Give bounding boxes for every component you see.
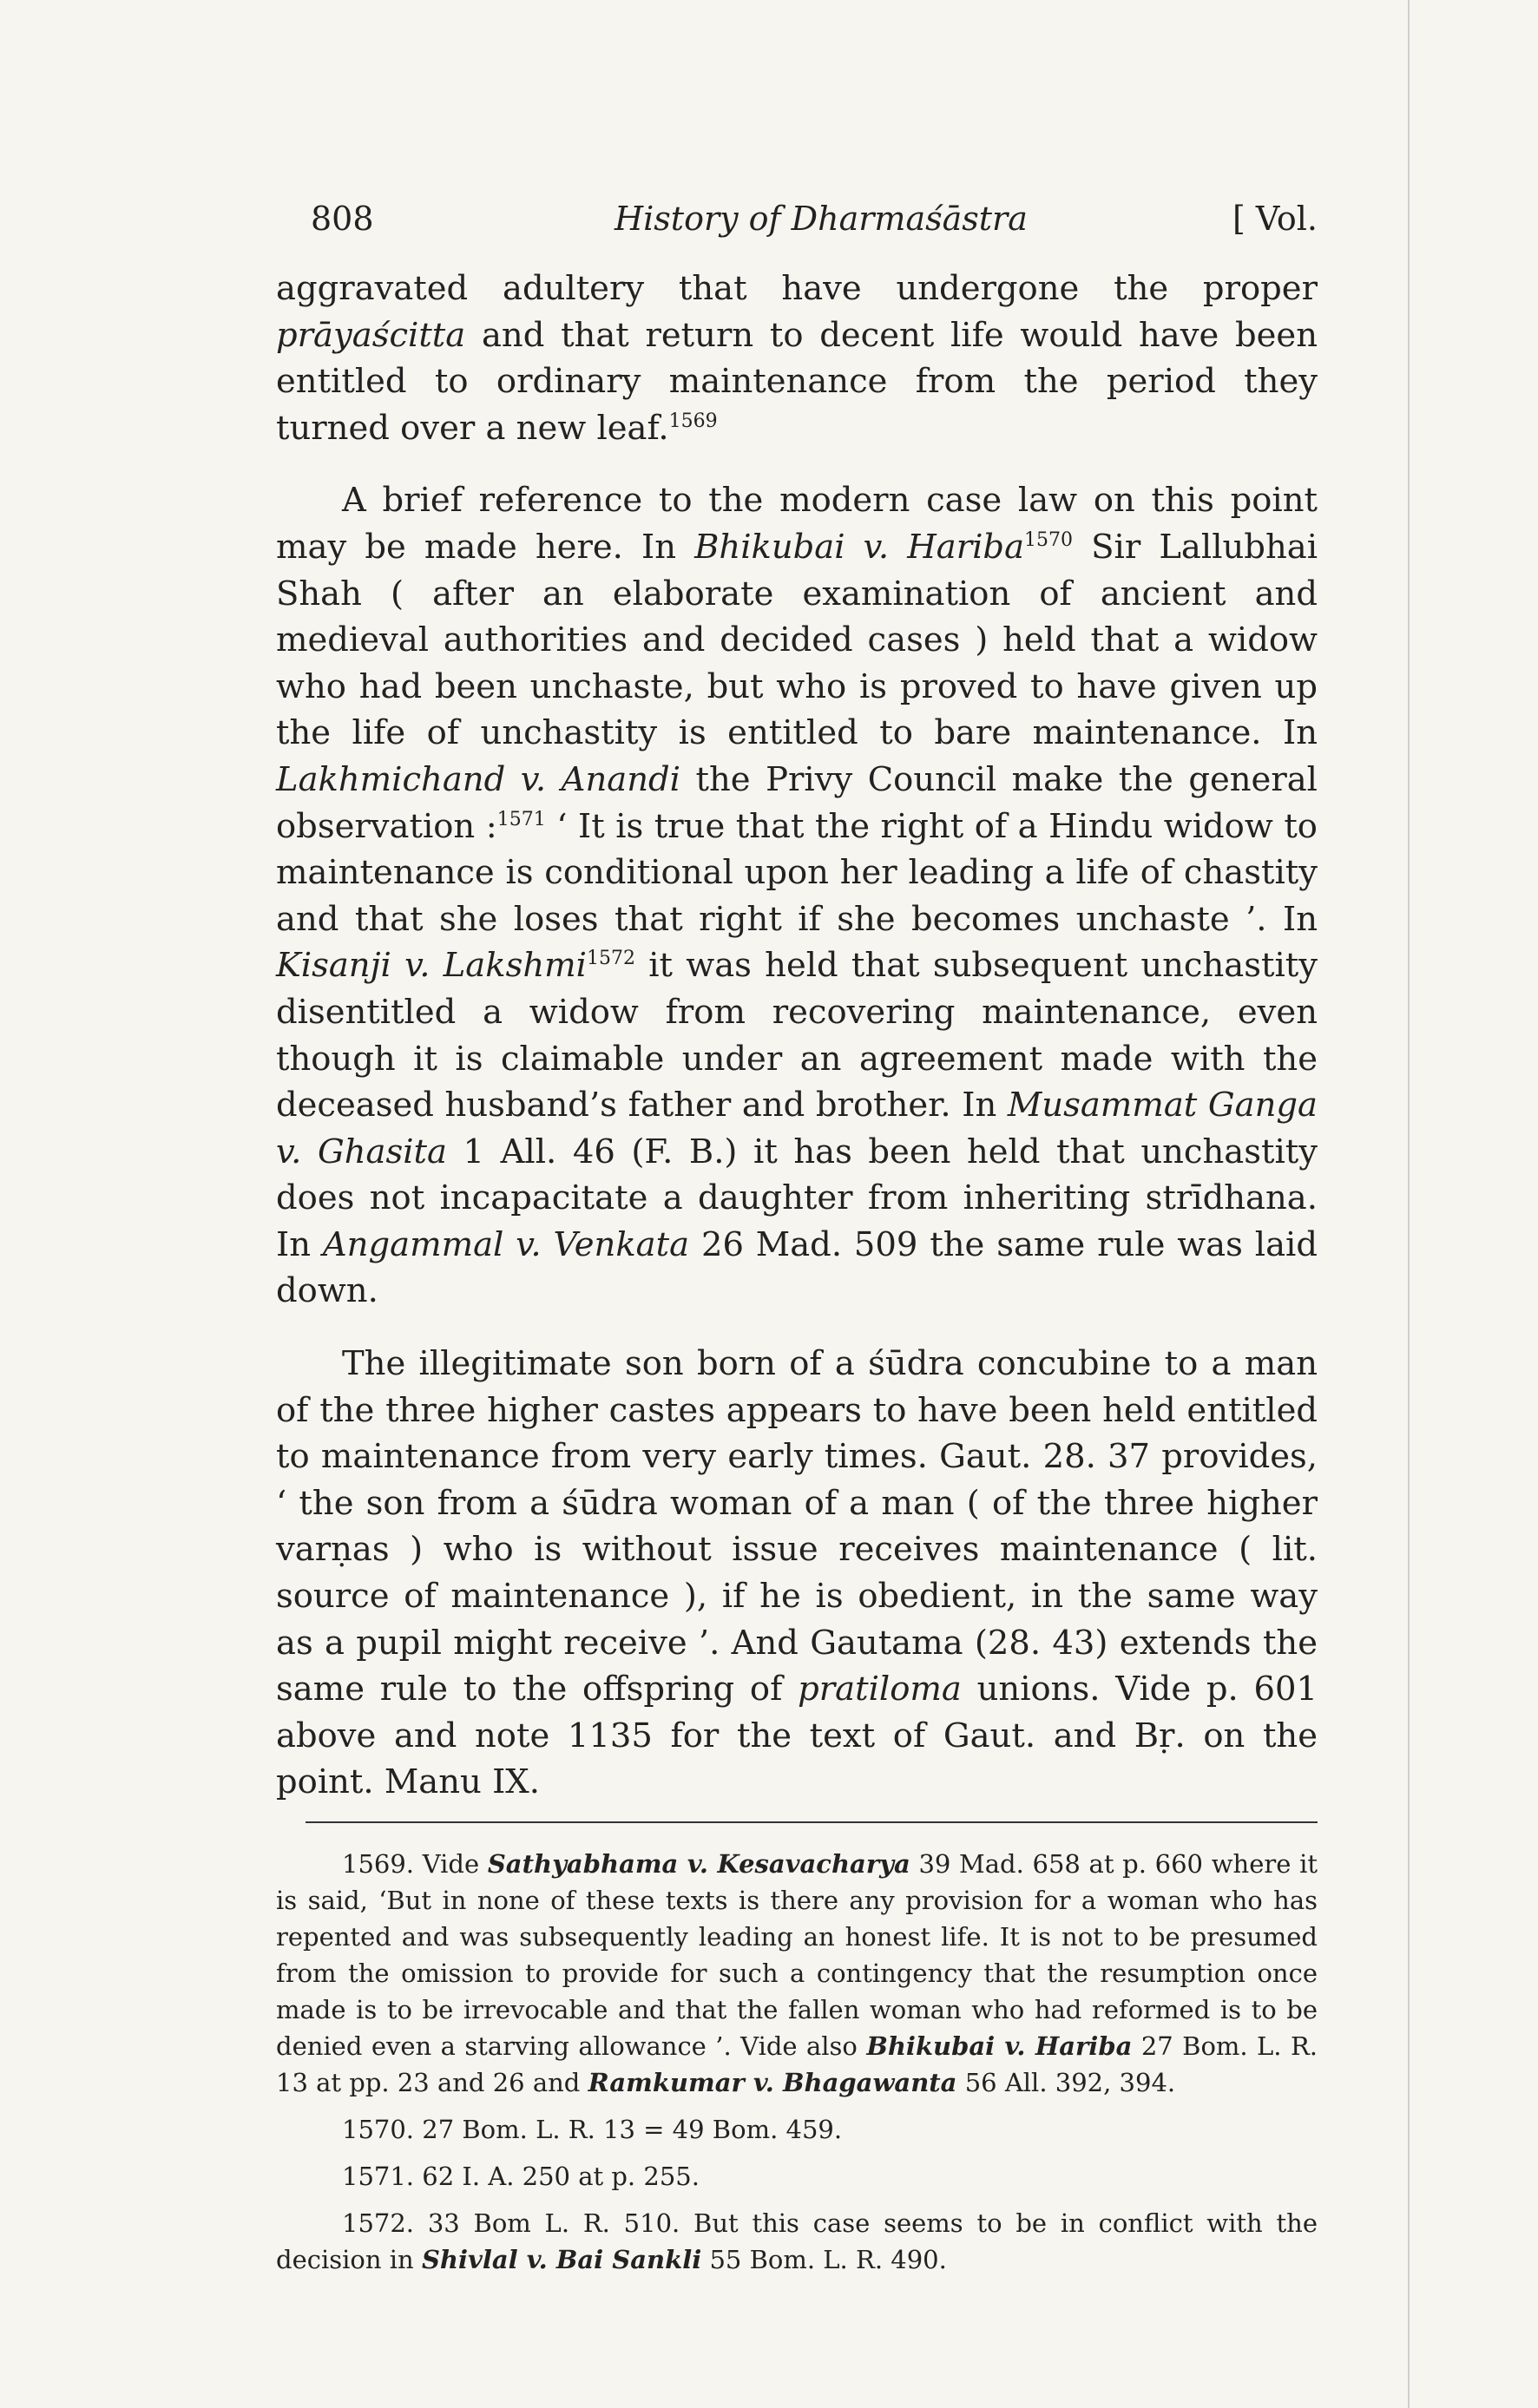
footnote-ref[interactable]: 1572 xyxy=(586,948,635,970)
text-run: A brief reference to the modern case law on this point may be made here. In xyxy=(276,481,1318,567)
case-name: Shivlal v. Bai Sankli xyxy=(421,2245,702,2274)
text-run: ‘ It is true that the right of a Hindu widow to maintenance is conditional upon her leading a life of chastity and that she loses that right if she becomes unchaste ’. In xyxy=(276,806,1318,939)
footnote-separator xyxy=(306,1821,1318,1823)
text-run: 33 Bom L. R. 510. But this case seems to be in conflict with the decision in xyxy=(276,2208,1318,2274)
text-run: 27 Bom. L. R. 13 = 49 Bom. 459. xyxy=(414,2115,843,2144)
case-name: Ramkumar v. Bhagawanta xyxy=(588,2068,957,2097)
text-run: 27 Bom. L. R. 13 at pp. 23 and 26 and xyxy=(276,2031,1318,2097)
running-title: History of Dharmaśāstra xyxy=(615,200,1028,238)
text-run: it was held that subsequent unchastity disentitled a widow from recovering maintenance, even though it is claimable under an agreement made with the deceased husband’s father and brother. In xyxy=(276,946,1318,1125)
main-text xyxy=(276,266,1318,1806)
footnote-number: 1569. xyxy=(342,1849,415,1879)
italic-term: pratiloma xyxy=(798,1670,962,1709)
text-run: Sir Lallubhai Shah ( after an elaborate examination of ancient and medieval authorities and decided cases ) held that a widow who had been unchaste, but who is proved to have given up the life of unchastity is entitled to bare maintenance. In xyxy=(276,527,1318,753)
footnote-ref[interactable]: 1570 xyxy=(1024,529,1074,552)
text-run: and that return to decent life would have been entitled to ordinary maintenance from the period they turned over a new leaf. xyxy=(276,315,1318,448)
footnotes xyxy=(276,1846,1318,2278)
text-run: 55 Bom. L. R. 490. xyxy=(701,2245,947,2274)
paragraph-illegitimate-son xyxy=(276,1341,1318,1806)
case-name: Angammal v. Venkata xyxy=(322,1224,690,1264)
text-run: 1 All. 46 (F. B.) it has been held that unchastity does not incapacitate a daughter from inheriting strīdhana. In xyxy=(276,1132,1318,1264)
text-run: The illegitimate son born of a śūdra concubine to a man of the three higher castes appears to have been held entitled to maintenance from very early times. Gaut. 28. 37 provides, ‘ the son from a śūdra woman of a man ( of the three higher varṇas ) who is without issue receives maintenance ( lit. source of maintenance ), if he is obedient, in the same way as a pupil might receive ’. And Gautama (28. 43) extends the same rule to the offspring of xyxy=(276,1344,1318,1709)
page xyxy=(276,193,1318,2278)
footnote-number: 1571. xyxy=(342,2162,415,2191)
case-name: Sathyabhama v. Kesavacharya xyxy=(487,1849,910,1879)
paragraph-continuation xyxy=(276,266,1318,451)
case-name: Musammat Ganga v. Ghasita xyxy=(276,1086,1318,1171)
text-run: Vide xyxy=(414,1849,488,1879)
footnote-number: 1572. xyxy=(342,2208,415,2238)
case-name: Lakhmichand v. Anandi xyxy=(276,759,680,799)
footnote-number: 1570. xyxy=(342,2115,415,2144)
footnote-1571 xyxy=(276,2158,1318,2195)
text-run: aggravated adultery that have undergone the proper xyxy=(276,269,1318,308)
footnote-1570 xyxy=(276,2111,1318,2148)
case-name: Bhikubai v. Hariba xyxy=(694,527,1025,567)
page-edge-line xyxy=(1408,0,1410,2408)
footnote-1569 xyxy=(276,1846,1318,2101)
text-run: unions. Vide p. 601 above and note 1135 for the text of Gaut. and Bṛ. on the point. Manu IX. xyxy=(276,1670,1318,1802)
case-name: Bhikubai v. Hariba xyxy=(866,2031,1133,2061)
footnote-ref[interactable]: 1571 xyxy=(496,808,546,830)
volume-label: [ Vol. xyxy=(1232,200,1318,238)
text-run: 56 All. 392, 394. xyxy=(956,2068,1176,2097)
text-run: 26 Mad. 509 the same rule was laid down. xyxy=(276,1224,1318,1311)
italic-term: prāyaścitta xyxy=(276,315,466,355)
case-name: Kisanji v. Lakshmi xyxy=(276,946,587,986)
text-run: 62 I. A. 250 at p. 255. xyxy=(414,2162,700,2191)
text-run: the Privy Council make the general observation : xyxy=(276,759,1318,846)
page-number: 808 xyxy=(311,200,374,238)
text-run: 39 Mad. 658 at p. 660 where it is said, ‘But in none of these texts is there any provision for a woman who has repented and was subsequently leading an honest life. It is not to be presumed from the omission to provide for such a contingency that the resumption once made is to be irrevocable and that the fallen woman who had reformed is to be denied even a starving allowance ’. Vide also xyxy=(276,1849,1318,2061)
running-header xyxy=(276,193,1318,245)
footnote-ref[interactable]: 1569 xyxy=(668,410,718,432)
paragraph-case-law xyxy=(276,477,1318,1315)
footnote-1572 xyxy=(276,2205,1318,2278)
